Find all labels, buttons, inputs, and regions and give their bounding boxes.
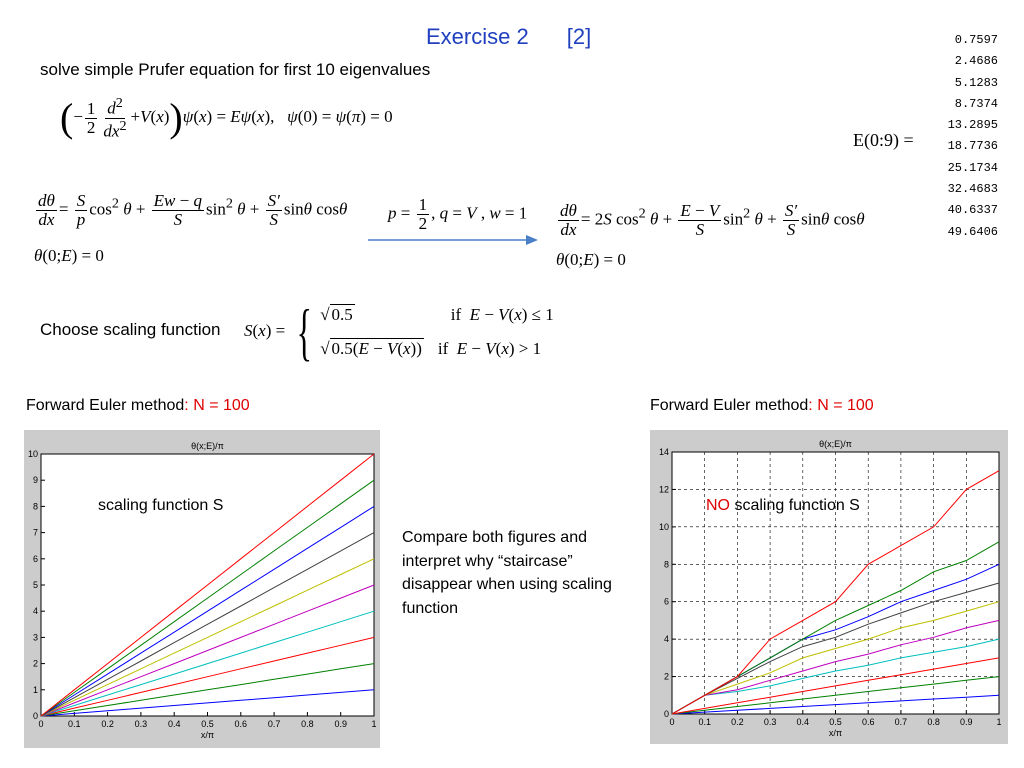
x-tick-label: 1 bbox=[996, 717, 1002, 727]
x-tick-label: 0.4 bbox=[796, 717, 810, 727]
eigenvalue-3: 8.7374 bbox=[954, 96, 998, 111]
x-axis-label: x/π bbox=[828, 728, 843, 738]
x-tick-label: 0.6 bbox=[234, 719, 248, 729]
scaling-function-definition: S(x) = { √ 0.5 if E − V(x) ≤ 1 √ 0.5(E − V(x)) if E − V(x) > 1 bbox=[244, 296, 554, 367]
prufer-simple-equation: $\frac{d\theta}{dx}$ = 2S $\cos^2 \theta$ + $\frac{E - V}{S}$ $\sin^2 \theta$ + $\frac{S'}{S}$ sinθ cosθ bbox=[560, 201, 865, 239]
y-tick-label: 6 bbox=[32, 553, 38, 564]
x-tick-label: 0.7 bbox=[894, 717, 908, 727]
y-tick-label: 4 bbox=[32, 606, 38, 617]
y-tick-label: 1 bbox=[32, 684, 38, 695]
y-tick-label: 2 bbox=[663, 671, 669, 682]
chart-title: θ(x;E)/π bbox=[191, 441, 224, 451]
x-tick-label: 0.4 bbox=[167, 719, 181, 729]
x-tick-label: 0.1 bbox=[698, 717, 711, 727]
problem-statement: solve simple Prufer equation for first 10 eigenvalues bbox=[40, 60, 431, 79]
eigenvalue-4: 13.2895 bbox=[947, 118, 998, 133]
eigenvalue-8: 40.6337 bbox=[947, 203, 998, 218]
right-method-label: Forward Euler method: N = 100 bbox=[650, 397, 874, 414]
eigenvalue-5: 18.7736 bbox=[947, 139, 998, 154]
eigenvalue-0: 0.7597 bbox=[954, 33, 998, 47]
parameter-choice: p = $\frac{1}{2}$ , q = V , w = 1 bbox=[388, 195, 528, 233]
title-text: Exercise 2 bbox=[426, 24, 529, 49]
chart-title: θ(x;E)/π bbox=[819, 439, 852, 449]
y-tick-label: 10 bbox=[27, 449, 38, 459]
y-tick-label: 0 bbox=[32, 711, 38, 721]
y-tick-label: 6 bbox=[663, 596, 669, 607]
left-method-label: Forward Euler method: N = 100 bbox=[26, 397, 250, 414]
schrodinger-equation: (− $\frac{1}{2}$ $\frac{d^2}{dx^2}$ +V(x))ψ(x) = Eψ(x), ψ(0) = ψ(π) = 0 bbox=[60, 95, 393, 141]
compare-instruction: Compare both figures and interpret why “staircase” disappear when using scaling function bbox=[402, 529, 612, 617]
right-plot-annotation: NO scaling function S bbox=[706, 497, 860, 514]
eigenvalue-2: 5.1283 bbox=[954, 75, 998, 90]
y-tick-label: 9 bbox=[32, 475, 38, 486]
slide-title bbox=[426, 24, 591, 50]
x-tick-label: 0.8 bbox=[927, 717, 940, 727]
x-tick-label: 0.3 bbox=[763, 717, 777, 727]
x-tick-label: 0.3 bbox=[134, 719, 148, 729]
y-tick-label: 10 bbox=[658, 521, 669, 532]
y-tick-label: 0 bbox=[663, 709, 669, 719]
y-tick-label: 5 bbox=[32, 580, 38, 590]
left-plot-annotation: scaling function S bbox=[98, 497, 224, 514]
x-tick-label: 0.8 bbox=[301, 719, 314, 729]
x-tick-label: 1 bbox=[371, 719, 377, 729]
x-tick-label: 0 bbox=[38, 719, 44, 729]
arrow-icon bbox=[366, 232, 540, 248]
x-axis-label: x/π bbox=[200, 730, 215, 740]
x-tick-label: 0 bbox=[669, 717, 675, 727]
y-tick-label: 8 bbox=[32, 501, 38, 512]
right-plot bbox=[650, 430, 1008, 744]
x-tick-label: 0.7 bbox=[267, 719, 281, 729]
eigenvalue-1: 2.4686 bbox=[954, 54, 998, 69]
x-tick-label: 0.1 bbox=[68, 719, 81, 729]
eigenvalue-list bbox=[940, 30, 998, 243]
left-plot bbox=[24, 430, 380, 748]
eigenvalue-9: 49.6406 bbox=[947, 224, 998, 239]
prufer-general-initial-condition: θ(0;E) = 0 bbox=[34, 246, 104, 265]
y-tick-label: 12 bbox=[658, 484, 669, 495]
prufer-simple-initial-condition: θ(0;E) = 0 bbox=[556, 250, 626, 269]
eigenvalue-7: 32.4683 bbox=[947, 182, 998, 197]
choose-scaling-label: Choose scaling function bbox=[40, 320, 221, 339]
y-tick-label: 7 bbox=[32, 527, 38, 538]
y-tick-label: 4 bbox=[663, 634, 669, 645]
y-tick-label: 14 bbox=[658, 447, 669, 457]
x-tick-label: 0.9 bbox=[334, 719, 347, 729]
y-tick-label: 3 bbox=[32, 632, 38, 643]
x-tick-label: 0.2 bbox=[101, 719, 114, 729]
x-tick-label: 0.2 bbox=[731, 717, 744, 727]
x-tick-label: 0.5 bbox=[201, 719, 214, 729]
x-tick-label: 0.5 bbox=[829, 717, 842, 727]
eigenvalue-label: E(0:9) = bbox=[853, 130, 914, 150]
y-tick-label: 8 bbox=[663, 559, 669, 570]
prufer-general-equation: $\frac{d\theta}{dx}$ = $\frac{S}{p}$ $\cos^2 \theta$ + $\frac{Ew - q}{S}$ $\sin^2 \theta$ + $\frac{S'}{S}$ sinθ cosθ bbox=[38, 191, 348, 229]
eigenvalue-6: 25.1734 bbox=[947, 160, 998, 175]
x-tick-label: 0.6 bbox=[861, 717, 875, 727]
y-tick-label: 2 bbox=[32, 658, 38, 669]
scaling-case-1: √ 0.5 if E − V(x) ≤ 1 bbox=[320, 305, 554, 324]
scaling-case-2: √ 0.5(E − V(x)) if E − V(x) > 1 bbox=[320, 339, 542, 358]
x-tick-label: 0.9 bbox=[960, 717, 973, 727]
title-reference: [2] bbox=[566, 24, 592, 49]
